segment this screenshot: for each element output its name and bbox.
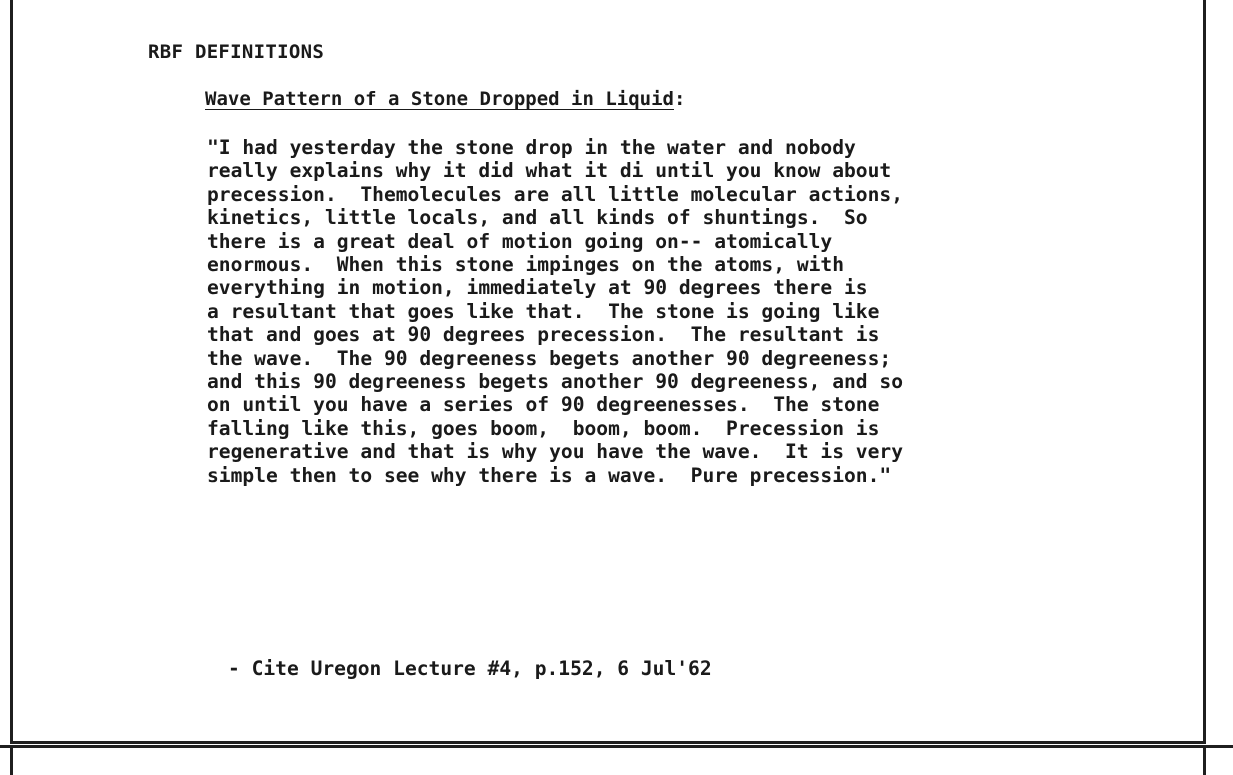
- citation: - Cite Uregon Lecture #4, p.152, 6 Jul'62: [228, 657, 712, 680]
- quote-line: simple then to see why there is a wave. Pure precession.": [207, 463, 892, 487]
- quote-line: on until you have a series of 90 degreenesses. The stone: [207, 393, 880, 417]
- next-card-right-edge: [1203, 745, 1206, 775]
- quote-line: "I had yesterday the stone drop in the water and nobody: [207, 136, 856, 159]
- heading-colon: :: [674, 88, 686, 110]
- quote-line: enormous. When this stone impinges on the atoms, with: [207, 253, 845, 277]
- quote-line: that and goes at 90 degrees precession. The resultant is: [207, 323, 880, 347]
- definition-title: Wave Pattern of a Stone Dropped in Liquid: [205, 88, 674, 110]
- quote-line: precession. Themolecules are all little molecular actions,: [207, 182, 903, 206]
- card-bottom-edge: [0, 745, 1233, 748]
- document-header: RBF DEFINITIONS: [148, 41, 325, 63]
- quote-line: kinetics, little locals, and all kinds of shuntings. So: [207, 206, 868, 230]
- definition-heading: [205, 88, 685, 110]
- definition-quote: [207, 136, 1067, 487]
- quote-line: and this 90 degreeness begets another 90 degreeness, and so: [207, 370, 903, 394]
- quote-line: falling like this, goes boom, boom, boom. Precession is: [207, 416, 880, 440]
- quote-line: really explains why it did what it di until you know about: [207, 159, 892, 183]
- next-card-left-edge: [10, 745, 13, 775]
- quote-line: a resultant that goes like that. The stone is going like: [207, 299, 880, 323]
- quote-line: everything in motion, immediately at 90 degrees there is: [207, 276, 868, 300]
- quote-line: the wave. The 90 degreeness begets another 90 degreeness;: [207, 346, 892, 370]
- quote-line: there is a great deal of motion going on-- atomically: [207, 229, 833, 253]
- quote-line: regenerative and that is why you have the wave. It is very: [207, 440, 903, 464]
